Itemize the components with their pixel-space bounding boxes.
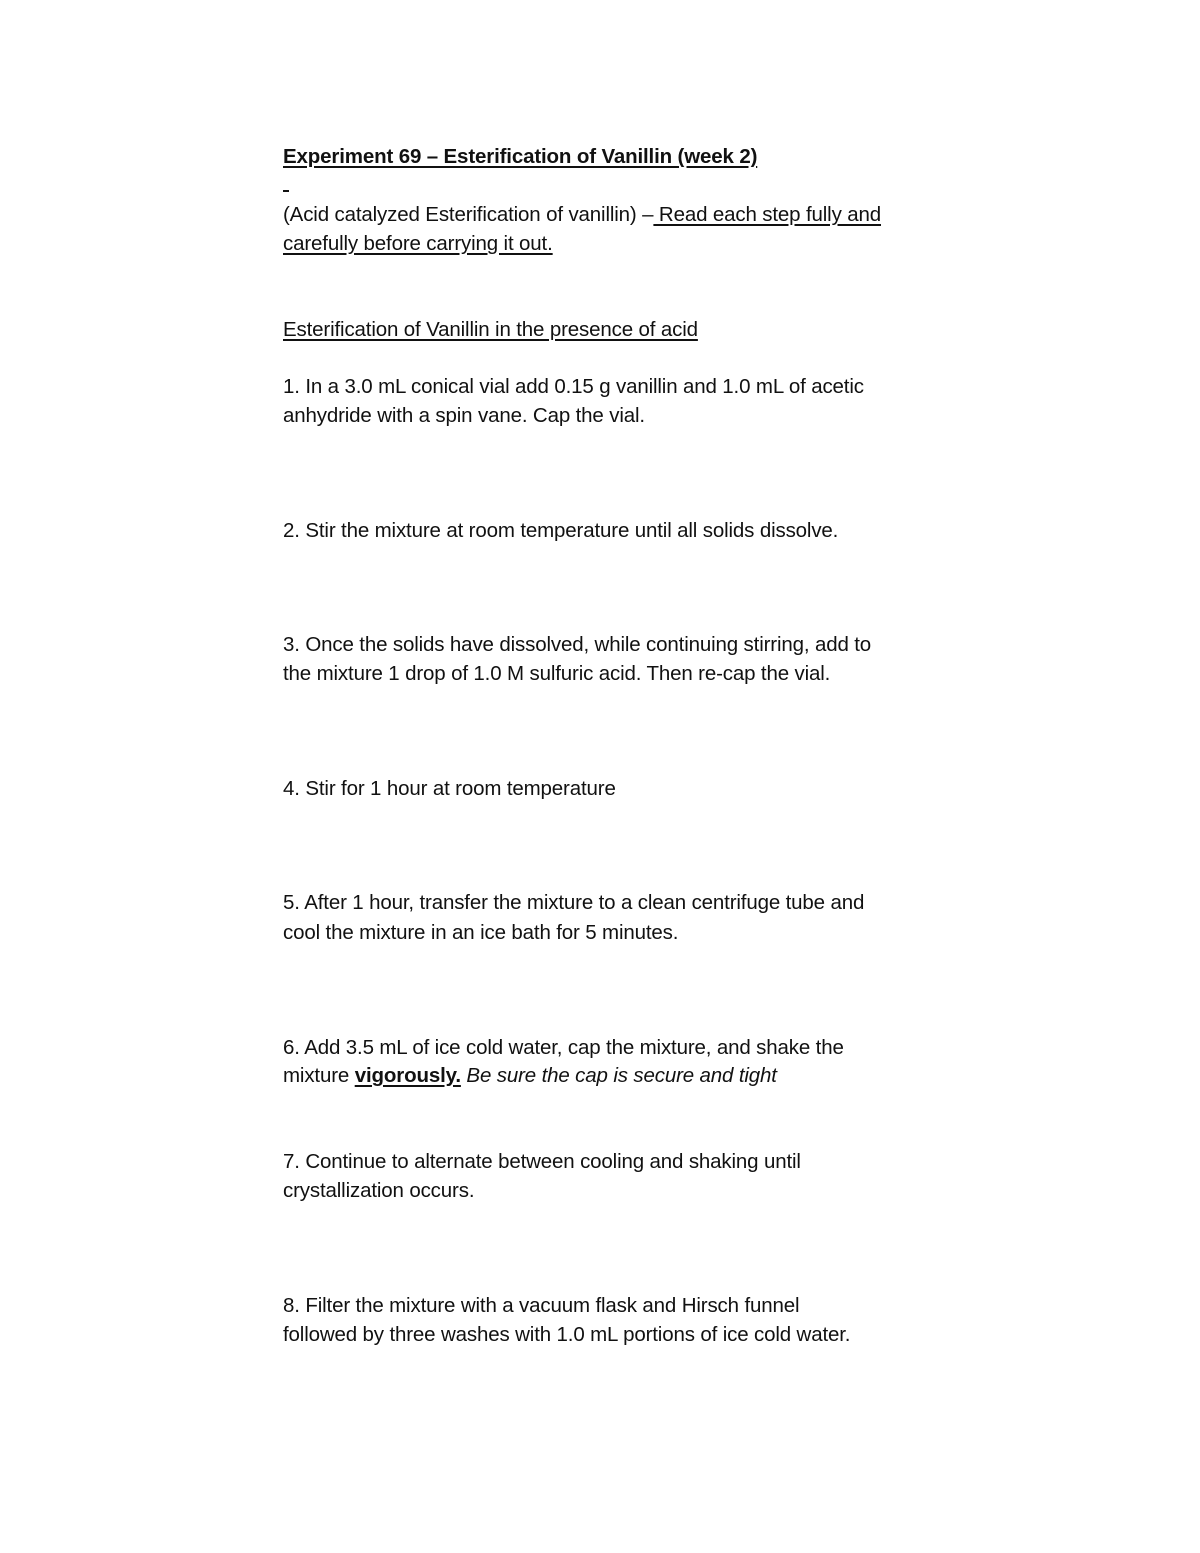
step-7-line-1: 7. Continue to alternate between cooling and shaking until	[283, 1150, 801, 1173]
step-6-line-2-plain: mixture	[283, 1064, 355, 1087]
underline-mark	[283, 190, 289, 192]
step-8-line-2: followed by three washes with 1.0 mL portions of ice cold water.	[283, 1323, 851, 1346]
step-1-line-2: anhydride with a spin vane. Cap the vial.	[283, 404, 645, 427]
step-7-line-2: crystallization occurs.	[283, 1179, 475, 1202]
step-6-line-1: 6. Add 3.5 mL of ice cold water, cap the mixture, and shake the	[283, 1036, 844, 1059]
step-1-line-1: 1. In a 3.0 mL conical vial add 0.15 g vanillin and 1.0 mL of acetic	[283, 375, 864, 398]
step-2-line-1: 2. Stir the mixture at room temperature until all solids dissolve.	[283, 519, 839, 542]
step-3-line-2: the mixture 1 drop of 1.0 M sulfuric acid. Then re-cap the vial.	[283, 662, 831, 685]
step-5-line-1: 5. After 1 hour, transfer the mixture to a clean centrifuge tube and	[283, 891, 865, 914]
step-6-emphasis: vigorously.	[354, 1064, 461, 1087]
step-8-line-1: 8. Filter the mixture with a vacuum flask and Hirsch funnel	[283, 1294, 800, 1317]
intro-line-1	[283, 200, 881, 229]
section-heading: Esterification of Vanillin in the presence of acid	[283, 318, 698, 341]
step-5-line-2: cool the mixture in an ice bath for 5 minutes.	[283, 921, 679, 944]
step-3-line-1: 3. Once the solids have dissolved, while continuing stirring, add to	[283, 633, 872, 656]
intro-line-2: carefully before carrying it out.	[283, 232, 553, 255]
step-6-italic-note: Be sure the cap is secure and tight	[460, 1064, 777, 1087]
intro-plain: (Acid catalyzed Esterification of vanillin) –	[283, 203, 654, 226]
step-4-line-1: 4. Stir for 1 hour at room temperature	[283, 777, 616, 800]
document-title: Experiment 69 – Esterification of Vanillin (week 2)	[283, 145, 758, 168]
intro-underlined-1: Read each step fully and	[653, 203, 881, 226]
step-6-line-2	[283, 1061, 777, 1090]
